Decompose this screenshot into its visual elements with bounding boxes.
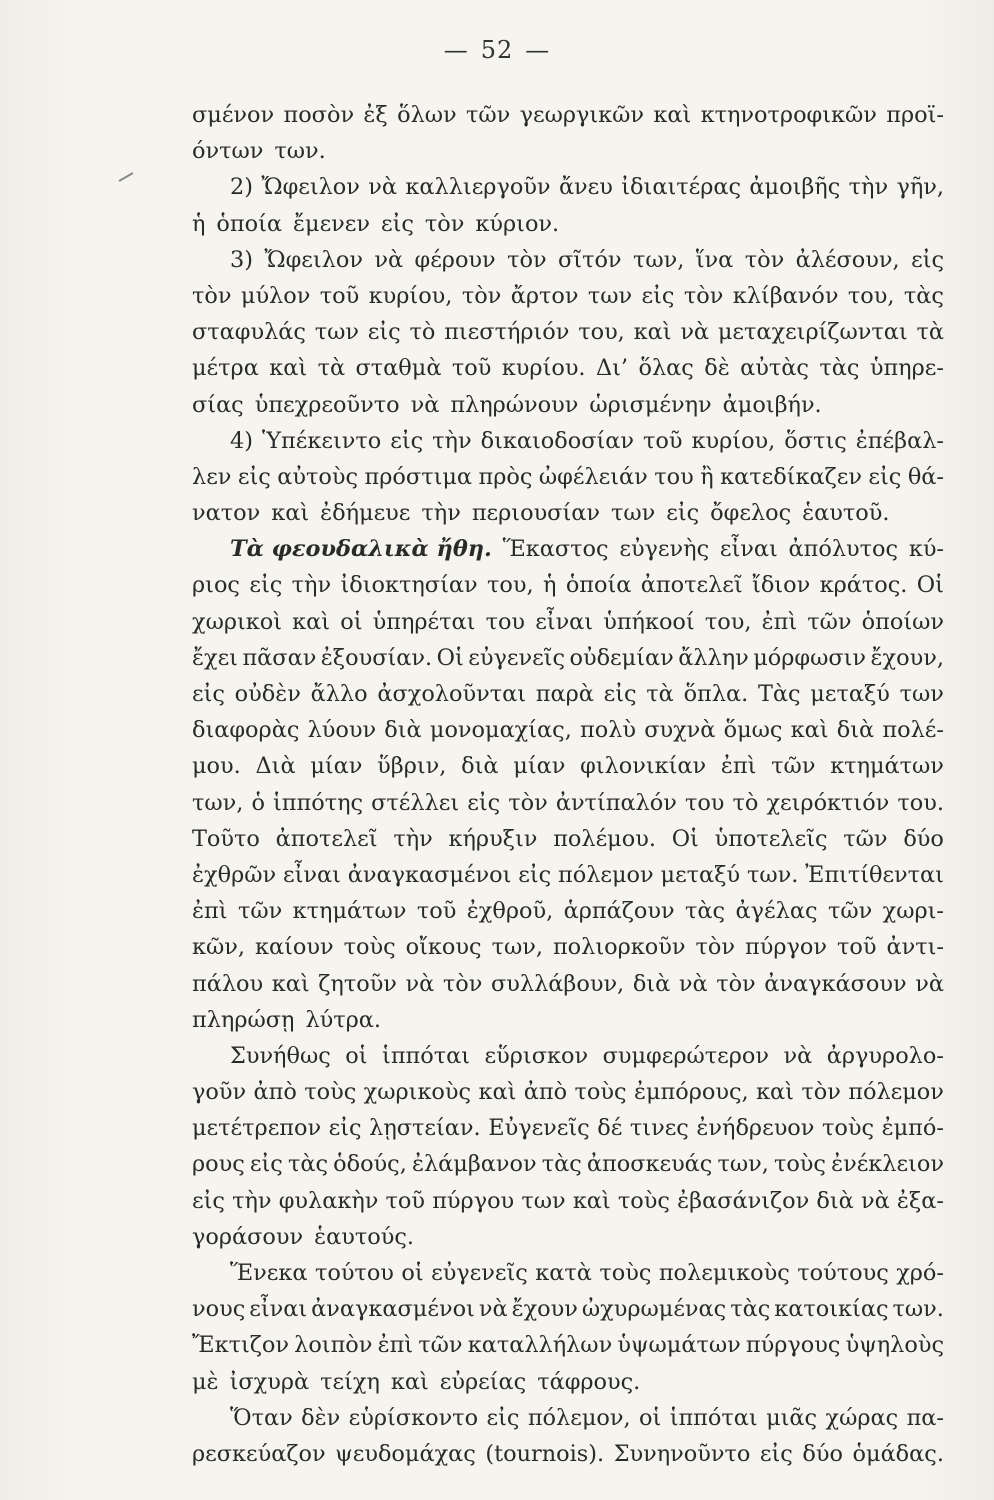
text-line: μὲ ἰσχυρὰ τείχη καὶ εὐρείας τάφρους. [192, 1368, 641, 1395]
page-folio [0, 36, 994, 64]
text-line: εἰς οὐδὲν ἄλλο ἀσχολοῦνται παρὰ εἰς τὰ ὅπλα. Τὰς μεταξύ των [192, 681, 944, 707]
text-line: σταφυλάς των εἰς τὸ πιεστήριόν του, καὶ νὰ μεταχειρίζωνται τὰ [192, 319, 944, 346]
text-line: χωρικοὶ καὶ οἱ ὑπηρέται του εἶναι ὑπήκοοί του, ἐπὶ τῶν ὁποίων [192, 608, 944, 635]
text-line: γοῦν ἀπὸ τοὺς χωρικοὺς καὶ ἀπὸ τοὺς ἐμπόρους, καὶ τὸν πόλεμον [192, 1079, 944, 1106]
text-line: σμένον ποσὸν ἐξ ὅλων τῶν γεωργικῶν καὶ κτηνοτροφικῶν προϊ- [192, 102, 944, 128]
text-line: ἐπὶ τῶν κτημάτων τοῦ ἐχθροῦ, ἁρπάζουν τὰς ἀγέλας τῶν χωρι- [192, 898, 944, 925]
text-line: των, ὁ ἱππότης στέλλει εἰς τὸν ἀντίπαλόν του τὸ χειρόκτιόν του. [192, 789, 944, 816]
text-line: μου. Διὰ μίαν ὕβριν, διὰ μίαν φιλονικίαν ἐπὶ τῶν κτημάτων [192, 753, 944, 780]
text-line: Τοῦτο ἀποτελεῖ τὴν κήρυξιν πολέμου. Οἱ ὑποτελεῖς τῶν δύο [192, 825, 944, 852]
text-line: ρους εἰς τὰς ὁδούς, ἐλάμβανον τὰς ἀποσκευάς των, τοὺς ἐνέκλειον [192, 1151, 944, 1178]
folio-dash-left: — [443, 36, 469, 64]
text-line: μετέτρεπον εἰς λῃστείαν. Εὐγενεῖς δέ τινες ἐνήδρευον τοὺς ἐμπό- [192, 1115, 944, 1142]
text-line: πληρώσῃ λύτρα. [192, 1006, 382, 1033]
text-line: Τὰ φεουδαλικὰ ἤθη. Ἕκαστος εὐγενὴς εἶναι ἀπόλυτος κύ- [192, 531, 944, 567]
text-line: Συνήθως οἱ ἱππόται εὕρισκον συμφερώτερον νὰ ἀργυρολο- [230, 1042, 944, 1069]
page-number: 52 [480, 36, 514, 64]
text-line: ἐχθρῶν εἶναι ἀναγκασμένοι εἰς πόλεμον μεταξύ των. Ἐπιτίθενται [192, 861, 944, 888]
text-line: ρεσκεύαζον ψευδομάχας (tournois). Συνηνοῦντο εἰς δύο ὁμάδας. [192, 1440, 944, 1467]
text-line: ἡ ὁποία ἔμενεν εἰς τὸν κύριον. [192, 210, 560, 237]
text-line: όντων των. [192, 138, 326, 165]
text-line: ἔχει πᾶσαν ἐξουσίαν. Οἱ εὐγενεῖς οὐδεμίαν ἄλλην μόρφωσιν ἔχουν, [192, 644, 944, 671]
text-line: τὸν μύλον τοῦ κυρίου, τὸν ἄρτον των εἰς τὸν κλίβανόν του, τὰς [192, 282, 944, 309]
text-line: διαφορὰς λύουν διὰ μονομαχίας, πολὺ συχνὰ ὅμως καὶ διὰ πολέ- [192, 717, 944, 744]
section-heading: Τὰ φεουδαλικὰ ἤθη. [230, 536, 492, 563]
margin-pencil-mark [119, 172, 134, 182]
text-line: μέτρα καὶ τὰ σταθμὰ τοῦ κυρίου. Δι’ ὅλας δὲ αὐτὰς τὰς ὑπηρε- [192, 355, 944, 382]
body-text [192, 97, 944, 1472]
text-line: εἰς τὴν φυλακὴν τοῦ πύργου των καὶ τοὺς ἐβασάνιζον διὰ νὰ ἐξα- [192, 1187, 944, 1214]
text-line: σίας ὑπεχρεοῦντο νὰ πληρώνουν ὡρισμένην ἀμοιβήν. [192, 391, 822, 418]
text-line: Ἔκτιζον λοιπὸν ἐπὶ τῶν καταλλήλων ὑψωμάτων πύργους ὑψηλοὺς [192, 1332, 944, 1359]
text-line: 3) Ὤφειλον νὰ φέρουν τὸν σῖτόν των, ἵνα τὸν ἀλέσουν, εἰς [230, 246, 944, 273]
text-line: Ἕνεκα τούτου οἱ εὐγενεῖς κατὰ τοὺς πολεμικοὺς τούτους χρό- [230, 1260, 944, 1286]
text-line: πάλου καὶ ζητοῦν νὰ τὸν συλλάβουν, διὰ νὰ τὸν ἀναγκάσουν νὰ [192, 970, 944, 997]
text-line: νους εἶναι ἀναγκασμένοι νὰ ἔχουν ὠχυρωμένας τὰς κατοικίας των. [192, 1296, 944, 1323]
folio-dash-right: — [525, 36, 551, 64]
text-line: 2) Ὤφειλον νὰ καλλιεργοῦν ἄνευ ἰδιαιτέρας ἀμοιβῆς τὴν γῆν, [230, 174, 944, 201]
text-line: 4) Ὑπέκειντο εἰς τὴν δικαιοδοσίαν τοῦ κυρίου, ὅστις ἐπέβαλ- [230, 427, 944, 454]
text-line: Ὅταν δὲν εὑρίσκοντο εἰς πόλεμον, οἱ ἱππόται μιᾶς χώρας πα- [230, 1404, 944, 1431]
text-line: κῶν, καίουν τοὺς οἴκους των, πολιορκοῦν τὸν πύργον τοῦ ἀντι- [192, 934, 944, 961]
text-line: νατον καὶ ἐδήμευε τὴν περιουσίαν των εἰς ὄφελος ἑαυτοῦ. [192, 500, 890, 527]
text-line: λεν εἰς αὐτοὺς πρόστιμα πρὸς ὠφέλειάν του ἢ κατεδίκαζεν εἰς θά- [192, 463, 944, 490]
text-line: ριος εἰς τὴν ἰδιοκτησίαν του, ἡ ὁποία ἀποτελεῖ ἴδιον κράτος. Οἱ [192, 572, 944, 599]
text-line: γοράσουν ἑαυτούς. [192, 1223, 415, 1250]
